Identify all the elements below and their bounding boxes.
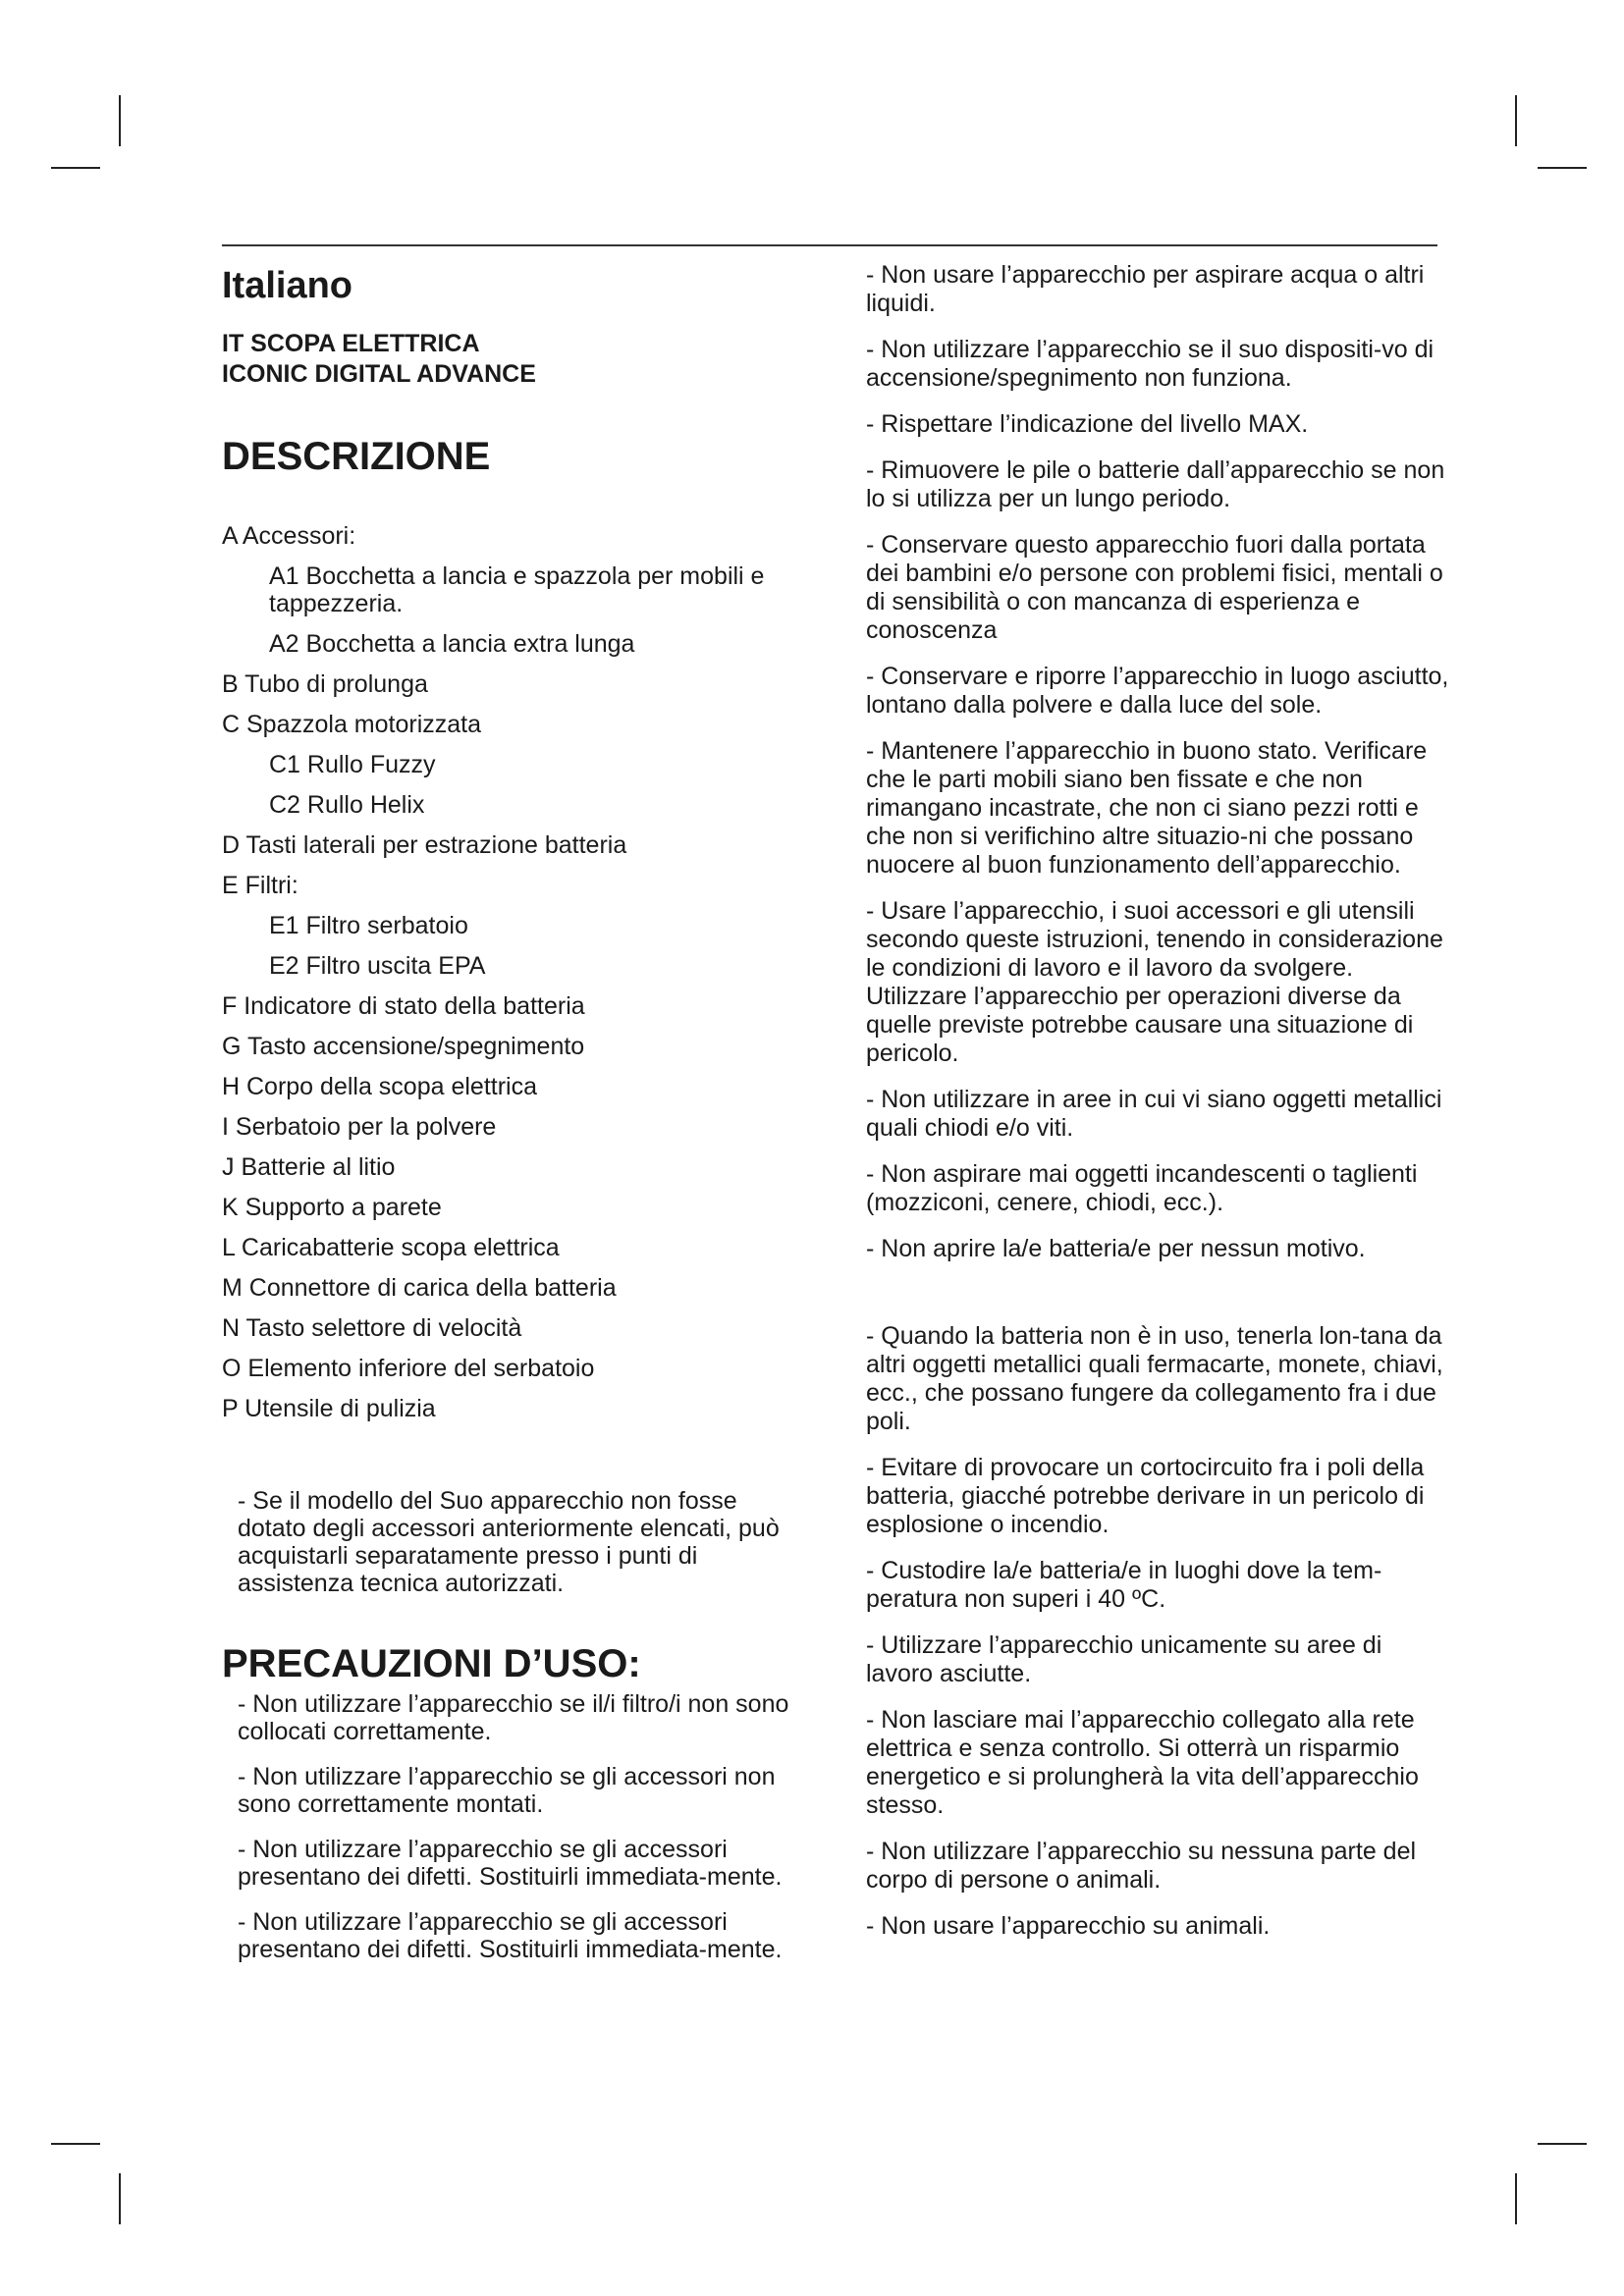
list-item: - Non utilizzare l’apparecchio su nessuna parte del corpo di persone o animali. (866, 1838, 1417, 1894)
list-item: - Usare l’apparecchio, i suoi accessori e gli utensili secondo queste istruzioni, tenendo in considerazione le condizioni di lavoro e il lavoro da svolgere. Utilizzare l’apparecchio per operazioni diverse da quelle previste potrebbe causare una situazione di pericolo. (866, 897, 1443, 1067)
product-line-1: IT SCOPA ELETTRICA (222, 330, 480, 357)
list-item: - Non usare l’apparecchio su animali. (866, 1912, 1271, 1940)
list-item: I Serbatoio per la polvere (222, 1113, 497, 1141)
list-item: C2 Rullo Helix (269, 791, 425, 819)
list-item: - Non aspirare mai oggetti incandescenti o taglienti (mozziconi, cenere, chiodi, ecc.). (866, 1160, 1418, 1216)
list-item: - Non aprire la/e batteria/e per nessun motivo. (866, 1235, 1366, 1262)
language-title: Italiano (222, 265, 353, 306)
list-item: A2 Bocchetta a lancia extra lunga (269, 630, 635, 658)
list-item: O Elemento inferiore del serbatoio (222, 1355, 595, 1382)
list-item: K Supporto a parete (222, 1194, 442, 1221)
list-item: - Non utilizzare l’apparecchio se il/i filtro/i non sono collocati correttamente. (238, 1690, 789, 1745)
list-item: - Non utilizzare l’apparecchio se gli accessori presentano dei difetti. Sostituirli immediata-mente. (238, 1836, 783, 1891)
crop-mark (1538, 2143, 1587, 2145)
list-item: M Connettore di carica della batteria (222, 1274, 617, 1302)
list-item: - Rimuovere le pile o batterie dall’apparecchio se non lo si utilizza per un lungo periodo. (866, 456, 1445, 512)
list-item: N Tasto selettore di velocità (222, 1314, 522, 1342)
left-column (222, 261, 821, 1981)
header-rule (222, 244, 1437, 246)
product-line-2: ICONIC DIGITAL ADVANCE (222, 360, 536, 388)
list-item: E2 Filtro uscita EPA (269, 952, 486, 980)
list-item: - Non utilizzare in aree in cui vi siano oggetti metallici quali chiodi e/o viti. (866, 1086, 1442, 1142)
precautions-list-right (866, 261, 1455, 1941)
precautions-title: PRECAUZIONI D’USO: (222, 1642, 641, 1685)
list-item: F Indicatore di stato della batteria (222, 992, 585, 1020)
list-item: - Conservare e riporre l’apparecchio in luogo asciutto, lontano dalla polvere e dalla luce del sole. (866, 663, 1449, 719)
list-item: B Tubo di prolunga (222, 670, 428, 698)
description-title: DESCRIZIONE (222, 435, 491, 478)
list-item: J Batterie al litio (222, 1153, 396, 1181)
list-item: C Spazzola motorizzata (222, 711, 482, 738)
list-item: - Conservare questo apparecchio fuori dalla portata dei bambini e/o persone con problemi fisici, mentali o di sensibilità o con mancanza di esperienza e conoscenza (866, 531, 1443, 644)
list-item: - Utilizzare l’apparecchio unicamente su aree di lavoro asciutte. (866, 1631, 1382, 1687)
crop-mark (1515, 2173, 1517, 2224)
list-item: - Non utilizzare l’apparecchio se il suo dispositi-vo di accensione/spegnimento non funziona. (866, 336, 1435, 392)
description-list (222, 522, 821, 1422)
list-item: - Quando la batteria non è in uso, tenerla lon-tana da altri oggetti metallici quali fermacarte, monete, chiavi, ecc., che possano fungere da collegamento fra i due poli. (866, 1322, 1443, 1435)
list-item: G Tasto accensione/spegnimento (222, 1033, 585, 1060)
crop-mark (119, 95, 121, 146)
list-item: - Non lasciare mai l’apparecchio collegato alla rete elettrica e senza controllo. Si otterrà un risparmio energetico e si prolungherà la vita dell’apparecchio stesso. (866, 1706, 1419, 1819)
product-name (222, 329, 821, 390)
list-item: - Non usare l’apparecchio per aspirare acqua o altri liquidi. (866, 261, 1425, 317)
list-item: - Non utilizzare l’apparecchio se gli accessori non sono correttamente montati. (238, 1763, 776, 1818)
list-item: P Utensile di pulizia (222, 1395, 436, 1422)
right-column (866, 261, 1455, 1958)
list-item: - Non utilizzare l’apparecchio se gli accessori presentano dei difetti. Sostituirli immediata-mente. (238, 1908, 783, 1963)
list-item: - Rispettare l’indicazione del livello MAX. (866, 410, 1309, 438)
list-item: C1 Rullo Fuzzy (269, 751, 436, 778)
crop-mark (1515, 95, 1517, 146)
list-item: - Mantenere l’apparecchio in buono stato. Verificare che le parti mobili siano ben fissate e che non rimangano incastrate, che non ci siano pezzi rotti e che non si verifichino altre situazio-ni che possano nuocere al buon funzionamento dell’apparecchio. (866, 737, 1428, 879)
list-item: - Evitare di provocare un cortocircuito fra i poli della batteria, giacché potrebbe derivare in un pericolo di esplosione o incendio. (866, 1454, 1425, 1538)
list-item: - Custodire la/e batteria/e in luoghi dove la tem-peratura non superi i 40 ºC. (866, 1557, 1382, 1613)
crop-mark (51, 2143, 100, 2145)
list-item: E Filtri: (222, 872, 298, 899)
list-item: E1 Filtro serbatoio (269, 912, 468, 939)
list-item: H Corpo della scopa elettrica (222, 1073, 537, 1100)
crop-mark (51, 167, 100, 169)
list-item: A Accessori: (222, 522, 356, 550)
precautions-list-left (238, 1690, 821, 1963)
list-item: D Tasti laterali per estrazione batteria (222, 831, 627, 859)
accessories-note: - Se il modello del Suo apparecchio non fosse dotato degli accessori anteriormente elencati, può acquistarli separatamente presso i punti di assistenza tecnica autorizzati. (238, 1487, 780, 1597)
crop-mark (119, 2173, 121, 2224)
crop-mark (1538, 167, 1587, 169)
list-item: A1 Bocchetta a lancia e spazzola per mobili e tappezzeria. (269, 562, 765, 617)
list-item: L Caricabatterie scopa elettrica (222, 1234, 560, 1261)
